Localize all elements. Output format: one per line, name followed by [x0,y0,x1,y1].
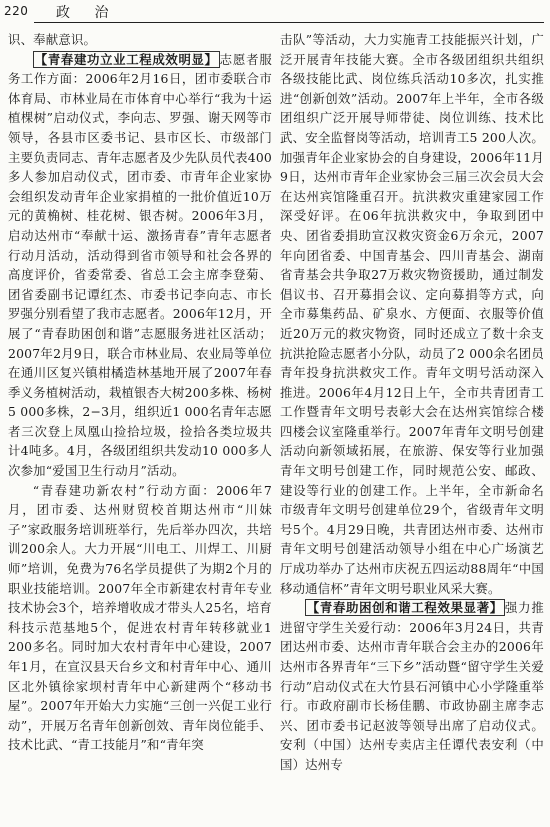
paragraph [8,50,272,481]
section-title: 政 治 [56,5,119,21]
paragraph [8,481,272,755]
text-columns [8,30,544,822]
paragraph [280,598,544,774]
header-rule [34,22,544,23]
section-headline: 【青春建功立业工程成效明显】 [34,51,218,67]
paragraph-text: “青春建功新农村”行动方面：2006年7月，团市委、达州财贸校首期达州市“川妹子”家政服务培训班举行，先后举办四次，共培训200余人。大力开展“川电工、川焊工、川厨师”培训，免费为76名学员提供了为期2个月的职业技能培训。2007年全市新建农村青年专业技术协会3个，培养增收成才带头人25名，培育科技示范基地5个，促进农村青年转移就业1 200多名。同时加大农村青年中心建设，2007年1月，在宣汉县天台乡文和村青年中心、通川区北外镇徐家坝村青年中心新建两个“移动书屋”。2007年开始大力实施“三创一兴促工业行动”，开展万名青年创新创效、青年岗位能手、技术比武、“青工技能月”和“青年突 [8,482,272,753]
left-column [8,30,272,822]
paragraph-text: 强力推进留守学生关爱行动：2006年3月24日，共青团达州市委、达州市青年联合会主办的2006年达州市各界青年“三下乡”活动暨“留守学生关爱行动”启动仪式在大竹县石河镇中心小学隆重举行。市政府副市长杨佳鹏、市政协副主席李志兴、团市委书记赵波等领导出席了启动仪式。安利（中国）达州专卖店主任谭代表安利（中国）达州专 [280,600,544,772]
page-header [4,2,544,24]
paragraph-text: 识、奉献意识。 [8,32,97,47]
section-headline: 【青春助困创和谐工程效果显著】 [306,600,503,616]
right-column [280,30,544,822]
paragraph [280,30,544,598]
paragraph-text: 志愿者服务工作方面：2006年2月16日，团市委联合市体育局、市林业局在市体育中心举行“我为十运植棵树”启动仪式，李向志、罗强、谢天网等市领导，各县市区委书记、县市区长、市级部门主要负责同志、青年志愿者及少先队员代表400多人参加启动仪式，团市委、市青年企业家协会组织发动青年企业家捐植的一批价值近10万元的黄桷树、桂花树、银杏树。2006年3月，启动达州市“奉献十运、激扬青春”青年志愿者行动月活动，活动得到省市领导和社会各界的高度评价，省委常委、省总工会主席李登菊、团省委副书记谭红杰、市委书记李向志、市长罗强分别看望了我市志愿者。2006年12月，开展了“青春助困创和谐”志愿服务进社区活动；2007年2月9日，联合市林业局、农业局等单位在通川区复兴镇柑橘造林基地开展了2007年春季义务植树活动，栽植银杏大树200多株、杨树5 000多株，2−3月，组织近1 000名青年志愿者三次登上凤凰山捡拾垃圾，捡拾各类垃圾共计4吨多。4月，各级团组织共发动10 000多人次参加“爱国卫生行动月”活动。 [8,51,272,479]
paragraph [8,30,272,50]
page-number: 220 [4,4,29,18]
paragraph-text: 击队”等活动，大力实施青工技能振兴计划，广泛开展青年技能大赛。全市各级团组织共组织各级技能比武、岗位练兵活动10多次，扎实推进“创新创效”活动。2007年上半年，全市各级团组织广泛开展导师带徒、岗位训练、技术比武、安全监督岗等活动，培训青工5 200人次。加强青年企业家协会的自身建设，2006年11月9日，达州市青年企业家协会三届三次会员大会在达州宾馆隆重召开。抗洪救灾重建家园工作深受好评。在06年抗洪救灾中，争取到团中央、团省委捐助宣汉救灾资金6万余元，2007年向团省委、中国青基会、四川青基会、湖南省青基会共争取27万救灾物资援助，通过制发倡议书、召开募捐会议、定向募捐等方式，向全市募集药品、矿泉水、方便面、衣服等价值近20万元的救灾物资，同时还成立了数十余支抗洪抢险志愿者小分队，动员了2 000余名团员青年投身抗洪救灾工作。青年文明号活动深入推进。2006年4月12日上午，全市共青团青工工作暨青年文明号表彰大会在达州宾馆综合楼四楼会议室隆重举行。2007年青年文明号创建活动向新领域拓展，在旅游、保安等行业加强青年文明号创建工作，同时规范公安、邮政、建设等行业的创建工作。上半年，全市新命名市级青年文明号创建单位29个，省级青年文明号5个。4月29日晚，共青团达州市委、达州市青年文明号创建活动领导小组在中心广场演艺厅成功举办了达州市庆祝五四运动88周年“中国移动通信杯”青年文明号职业风采大赛。 [280,32,544,596]
